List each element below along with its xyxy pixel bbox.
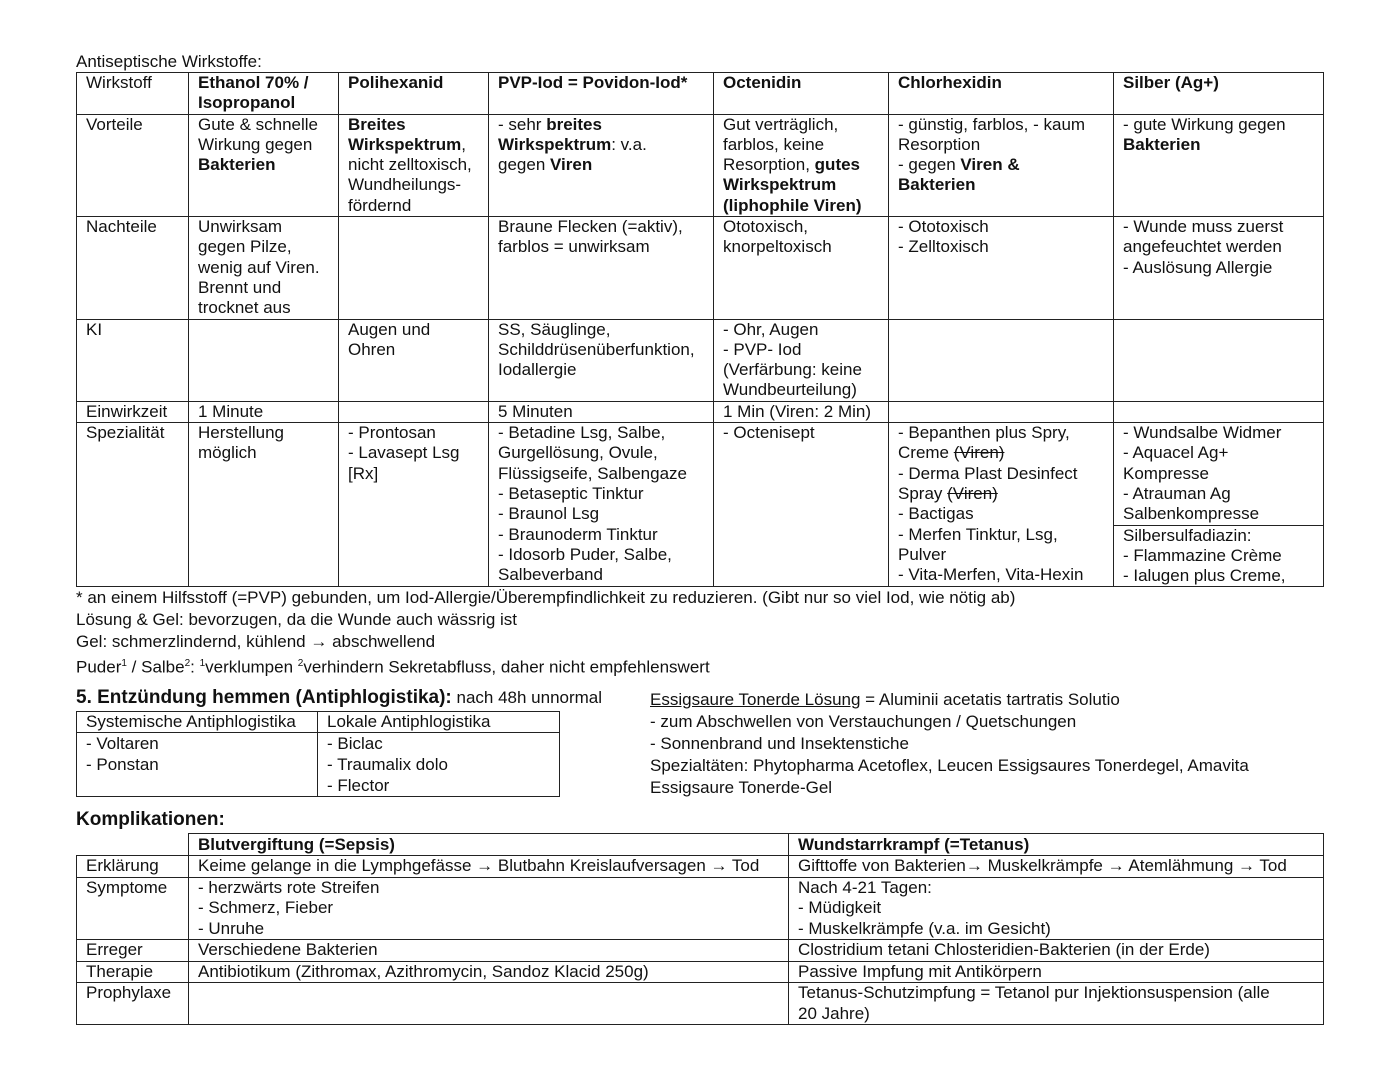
cell-line (498, 135, 713, 155)
cell-text: (Verfärbung: keine (723, 360, 862, 380)
cell-line (498, 402, 713, 422)
cell-text: - Octenisept (723, 423, 815, 443)
cell-line (198, 443, 338, 463)
table-cell (889, 319, 1114, 401)
cell-line (723, 135, 888, 155)
section5-heading (76, 688, 602, 708)
cell-line: Clostridium tetani Chlosteridien-Bakterien (in der Erde) (798, 940, 1210, 959)
systemic-header: Systemische Antiphlogistika (77, 712, 318, 733)
cell-line (1123, 504, 1323, 524)
cell-line (348, 155, 488, 175)
cell-line (198, 115, 338, 135)
cell-text: : v.a. (611, 134, 647, 154)
silver-products (1114, 423, 1323, 525)
table-cell (1114, 319, 1324, 401)
table-cell (339, 217, 489, 319)
header-substance: Octenidin (714, 73, 889, 115)
cell-line (898, 525, 1113, 545)
cell-line (898, 443, 1113, 463)
cell-line (498, 217, 713, 237)
cell-text: Wirkspektrum (498, 134, 612, 154)
table-cell (714, 401, 889, 422)
cell-text: Unwirksam (198, 217, 283, 237)
cell-text: - Bactigas (898, 504, 974, 524)
cell-text: möglich (198, 443, 257, 463)
cell-text: Silbersulfadiazin: (1123, 525, 1252, 545)
cell-line (498, 155, 713, 175)
cell-line (498, 484, 713, 504)
cell-line (1123, 464, 1323, 484)
cell-line (348, 464, 488, 484)
cell-text: trocknet aus (198, 298, 291, 318)
cell-line (348, 340, 488, 360)
header-substance: Polihexanid (339, 73, 489, 115)
table-cell (339, 114, 489, 216)
row-label: Symptome (77, 877, 189, 940)
cell-line (723, 380, 888, 400)
table-row (77, 983, 1324, 1025)
table-cell (339, 423, 489, 587)
cell-line (723, 360, 888, 380)
cell-text: Viren & (960, 155, 1020, 175)
cell-line (1123, 484, 1323, 504)
header-wirkstoff: Wirkstoff (77, 73, 189, 115)
cell-line (198, 402, 338, 422)
cell-text: farblos, keine (723, 134, 825, 154)
section5-title: 5. Entzündung hemmen (Antiphlogistika): (76, 687, 452, 708)
cell-line: Passive Impfung mit Antikörpern (798, 961, 1042, 981)
cell-text: Brennt und (198, 277, 282, 297)
row-label: Einwirkzeit (77, 401, 189, 422)
cell-text: Braune Flecken (=aktiv), (498, 217, 683, 237)
cell-text: Wirkspektrum (348, 134, 462, 154)
cell-text: - günstig, farblos, - kaum (898, 114, 1086, 134)
cell-line (898, 545, 1113, 565)
table-cell (339, 319, 489, 401)
cell-line (348, 423, 488, 443)
cell-text: gutes (814, 155, 861, 175)
cell-line: Gifttoffe von Bakterien→ Muskelkrämpfe → Atemlähmung → Tod (798, 856, 1287, 875)
silver-sulfadiazine (1114, 526, 1323, 587)
cell-line (498, 340, 713, 360)
cell-line (498, 565, 713, 585)
table-cell (189, 319, 339, 401)
cell-text: - Lavasept Lsg (348, 443, 460, 463)
cell-line (1123, 526, 1323, 546)
cell-text: - Wundsalbe Widmer (1123, 423, 1282, 443)
cell-line (498, 320, 713, 340)
cell-line (898, 504, 1113, 524)
cell-text: - Atrauman Ag (1123, 483, 1231, 503)
cell-text: - Betaseptic Tinktur (498, 483, 644, 503)
table-cell (1114, 401, 1324, 422)
table-cell (189, 217, 339, 319)
cell-text: - Ototoxisch (898, 217, 989, 237)
header-substance: PVP-Iod = Povidon-Iod* (489, 73, 714, 115)
cell-text: - Braunol Lsg (498, 504, 600, 524)
cell-text: Bakterien (198, 155, 276, 175)
note-pvp: * an einem Hilfsstoff (=PVP) gebunden, um Iod-Allergie/Überempfindlichkeit zu reduzieren. (Gibt nur so viel Iod, wie nötig ab) (76, 588, 1016, 607)
cell-line (498, 237, 713, 257)
section5-suffix: nach 48h unnormal (451, 688, 603, 707)
cell-text: Augen und (348, 319, 431, 339)
cell-line (1123, 217, 1323, 237)
sepsis-header: Blutvergiftung (=Sepsis) (189, 834, 789, 856)
cell-line: - Müdigkeit (798, 898, 882, 917)
cell-line: - Unruhe (198, 918, 265, 938)
tonerde-title-rest: = Aluminii acetatis tartratis Solutio (860, 690, 1120, 709)
cell-line: - Schmerz, Fieber (198, 898, 334, 917)
cell-line (898, 423, 1113, 443)
notes (76, 588, 1326, 676)
cell-line (1123, 423, 1323, 443)
cell-text: SS, Säuglinge, (498, 319, 611, 339)
cell-text: Ototoxisch, (723, 217, 809, 237)
cell-line (498, 115, 713, 135)
tetanus-cell (789, 983, 1324, 1025)
cell-text: [Rx] (348, 463, 379, 483)
local-items (318, 733, 560, 797)
cell-text: - Vita-Merfen, Vita-Hexin (898, 565, 1084, 585)
cell-line (198, 155, 338, 175)
cell-text: Wundheilungs- (348, 175, 462, 195)
cell-text: Spray (898, 483, 948, 503)
tetanus-cell (789, 961, 1324, 983)
cell-line (348, 320, 488, 340)
sepsis-cell (189, 877, 789, 940)
header-substance: Ethanol 70% / Isopropanol (189, 73, 339, 115)
cell-line (898, 155, 1113, 175)
row-label: KI (77, 319, 189, 401)
cell-line (498, 504, 713, 524)
cell-line (498, 525, 713, 545)
cell-text: - Wunde muss zuerst (1123, 217, 1284, 237)
cell-text: Pulver (898, 544, 947, 564)
cell-text: Bakterien (1123, 134, 1201, 154)
cell-text: nicht zelltoxisch, (348, 155, 472, 175)
cell-line (348, 443, 488, 463)
tonerde-block (650, 689, 1350, 799)
cell-line (723, 196, 888, 216)
cell-text: Breites (348, 114, 406, 134)
cell-text: - gute Wirkung gegen (1123, 114, 1286, 134)
cell-text: - Zelltoxisch (898, 237, 989, 257)
table-cell (889, 401, 1114, 422)
row-label: Erreger (77, 940, 189, 962)
row-label: Spezialität (77, 423, 189, 587)
cell-line (498, 464, 713, 484)
list-item: - Biclac (327, 734, 383, 753)
sepsis-cell (189, 961, 789, 983)
empty-corner (77, 834, 189, 856)
cell-text: - PVP- Iod (723, 339, 802, 359)
tetanus-cell (789, 940, 1324, 962)
cell-line (898, 135, 1113, 155)
cell-text: Viren (550, 155, 593, 175)
table-row (77, 940, 1324, 962)
cell-line (198, 135, 338, 155)
cell-text: 5 Minuten (498, 401, 573, 421)
tonerde-title: Essigsaure Tonerde Lösung (650, 690, 861, 709)
table-row (77, 423, 1324, 587)
table-cell (1114, 217, 1324, 319)
table-cell (714, 114, 889, 216)
cell-line (1123, 135, 1323, 155)
cell-line (498, 545, 713, 565)
cell-line (898, 115, 1113, 135)
systemic-items (77, 733, 318, 797)
cell-text: Flüssigseife, Salbengaze (498, 463, 688, 483)
cell-text: gegen (498, 155, 550, 175)
cell-text: - Auslösung Allergie (1123, 257, 1273, 277)
note-gel: Gel: schmerzlindernd, kühlend → abschwellend (76, 632, 436, 651)
table-cell (714, 217, 889, 319)
cell-text: gegen Pilze, (198, 237, 292, 257)
local-header: Lokale Antiphlogistika (318, 712, 560, 733)
cell-line (198, 217, 338, 237)
tonerde-line: - Sonnenbrand und Insektenstiche (650, 734, 909, 753)
cell-text: Wundbeurteilung) (723, 380, 857, 400)
cell-text: Gut verträglich, (723, 114, 839, 134)
row-label: Prophylaxe (77, 983, 189, 1025)
cell-text: - Prontosan (348, 423, 436, 443)
cell-text: Creme (898, 443, 954, 463)
cell-line (198, 278, 338, 298)
cell-line: Antibiotikum (Zithromax, Azithromycin, Sandoz Klacid 250g) (198, 961, 649, 981)
cell-text: Gurgellösung, Ovule, (498, 443, 658, 463)
cell-text: - Derma Plast Desinfect (898, 463, 1078, 483)
table-cell (889, 114, 1114, 216)
cell-text: Kompresse (1123, 463, 1209, 483)
cell-text: - Betadine Lsg, Salbe, (498, 423, 666, 443)
tonerde-line: Essigsaure Tonerde-Gel (650, 778, 833, 797)
table-row (77, 401, 1324, 422)
cell-line (723, 237, 888, 257)
cell-text: Wirkung gegen (198, 134, 313, 154)
cell-text: Iodallergie (498, 360, 577, 380)
cell-line: - Muskelkrämpfe (v.a. im Gesicht) (798, 918, 1051, 938)
row-label: Vorteile (77, 114, 189, 216)
cell-line (498, 360, 713, 380)
cell-text: Resorption (898, 134, 981, 154)
cell-text: 1 Min (Viren: 2 Min) (723, 401, 872, 421)
table-cell (339, 401, 489, 422)
cell-line (498, 423, 713, 443)
cell-text: Salbeverband (498, 565, 603, 585)
cell-line (1123, 115, 1323, 135)
cell-text: breites (546, 114, 602, 134)
cell-line (898, 464, 1113, 484)
complications-table (76, 833, 1324, 1025)
cell-line (1123, 258, 1323, 278)
cell-line (898, 217, 1113, 237)
cell-text: - Braunoderm Tinktur (498, 524, 658, 544)
antiseptic-table (76, 72, 1324, 587)
cell-line (348, 115, 488, 135)
table-row (77, 856, 1324, 878)
table-row (77, 114, 1324, 216)
cell-line (723, 155, 888, 175)
table-cell (189, 401, 339, 422)
cell-line (898, 565, 1113, 585)
row-label: Therapie (77, 961, 189, 983)
sepsis-cell (189, 856, 789, 878)
cell-text: farblos = unwirksam (498, 237, 650, 257)
cell-text: (Viren) (953, 443, 1005, 463)
cell-line (723, 340, 888, 360)
cell-text: - sehr (498, 114, 547, 134)
cell-text: , (461, 134, 466, 154)
tetanus-header: Wundstarrkrampf (=Tetanus) (789, 834, 1324, 856)
cell-text: - Merfen Tinktur, Lsg, (898, 524, 1058, 544)
note-loesung-gel: Lösung & Gel: bevorzugen, da die Wunde auch wässrig ist (76, 610, 518, 629)
cell-text: wenig auf Viren. (198, 257, 320, 277)
table-cell (489, 217, 714, 319)
note-puder-salbe: Puder$^1$ / Salbe$^2$: $^1$verklumpen $^2$verhindern Sekretabfluss, daher nicht empfehlenswert (76, 657, 710, 677)
cell-text: (liphophile Viren) (723, 195, 862, 215)
table-cell (889, 217, 1114, 319)
table-cell (489, 319, 714, 401)
cell-line: Tetanus-Schutzimpfung = Tetanol pur Injektionsuspension (alle (798, 983, 1270, 1002)
cell-text: - Aquacel Ag+ (1123, 443, 1229, 463)
cell-line: - herzwärts rote Streifen (198, 877, 380, 897)
cell-line: Verschiedene Bakterien (198, 940, 378, 959)
list-item: - Traumalix dolo (327, 755, 448, 774)
cell-text: angefeuchtet werden (1123, 237, 1282, 257)
table-cell (889, 423, 1114, 587)
sepsis-cell (189, 983, 789, 1025)
cell-line (898, 484, 1113, 504)
tetanus-cell (789, 856, 1324, 878)
header-substance: Chlorhexidin (889, 73, 1114, 115)
table-row (77, 961, 1324, 983)
cell-text: Resorption, (723, 155, 815, 175)
antiphlogistika-table (76, 711, 560, 797)
cell-text: 1 Minute (198, 401, 264, 421)
cell-text: Bakterien (898, 175, 976, 195)
cell-line (898, 237, 1113, 257)
cell-text: Wirkspektrum (723, 175, 837, 195)
row-label: Erklärung (77, 856, 189, 878)
antiseptic-caption: Antiseptische Wirkstoffe: (76, 52, 262, 71)
table-cell (189, 423, 339, 587)
cell-line (1123, 237, 1323, 257)
cell-text: (Viren) (947, 483, 998, 503)
cell-line (723, 217, 888, 237)
cell-line (898, 175, 1113, 195)
table-cell (489, 114, 714, 216)
table-cell (1114, 423, 1324, 587)
tonerde-line: - zum Abschwellen von Verstauchungen / Quetschungen (650, 712, 1077, 731)
cell-text: - Idosorb Puder, Salbe, (498, 544, 672, 564)
cell-line: Keime gelange in die Lymphgefässe → Blutbahn Kreislaufversagen → Tod (198, 856, 760, 875)
cell-line (198, 237, 338, 257)
cell-line (723, 115, 888, 135)
cell-line (498, 443, 713, 463)
list-item: - Ponstan (86, 755, 159, 774)
table-row (77, 877, 1324, 940)
header-substance: Silber (Ag+) (1114, 73, 1324, 115)
tetanus-cell (789, 877, 1324, 940)
cell-line (723, 423, 888, 443)
list-item: - Voltaren (86, 734, 159, 753)
table-cell (1114, 114, 1324, 216)
table-cell (714, 423, 889, 587)
list-item: - Flector (327, 776, 390, 795)
cell-line (348, 135, 488, 155)
table-cell (189, 114, 339, 216)
table-row (77, 319, 1324, 401)
cell-text: Salbenkompresse (1123, 504, 1260, 524)
row-label: Nachteile (77, 217, 189, 319)
table-cell (489, 401, 714, 422)
cell-line (198, 423, 338, 443)
cell-line (198, 298, 338, 318)
cell-line: 20 Jahre) (798, 1003, 870, 1023)
cell-text: knorpeltoxisch (723, 237, 832, 257)
cell-text: - gegen (898, 155, 961, 175)
cell-text: - Bepanthen plus Spry, (898, 423, 1070, 443)
cell-text: fördernd (348, 195, 412, 215)
cell-line: Nach 4-21 Tagen: (798, 877, 932, 897)
cell-line (1123, 546, 1323, 566)
complications-title: Komplikationen: (76, 809, 225, 830)
cell-text: - Flammazine Crème (1123, 545, 1282, 565)
cell-line (723, 175, 888, 195)
cell-line (1123, 443, 1323, 463)
tonerde-line: Spezialtäten: Phytopharma Acetoflex, Leucen Essigsaures Tonerdegel, Amavita (650, 756, 1249, 775)
cell-line (723, 320, 888, 340)
cell-text: Ohren (348, 339, 396, 359)
cell-text: Schilddrüsenüberfunktion, (498, 339, 695, 359)
cell-text: Gute & schnelle (198, 114, 319, 134)
table-row (77, 217, 1324, 319)
cell-line (1123, 566, 1323, 586)
cell-text: Herstellung (198, 423, 284, 443)
table-cell (489, 423, 714, 587)
cell-line (198, 258, 338, 278)
cell-line (723, 402, 888, 422)
table-cell (714, 319, 889, 401)
cell-text: - Ialugen plus Creme, (1123, 566, 1286, 586)
cell-line (348, 175, 488, 195)
sepsis-cell (189, 940, 789, 962)
cell-text: - Ohr, Augen (723, 319, 819, 339)
cell-line (348, 196, 488, 216)
